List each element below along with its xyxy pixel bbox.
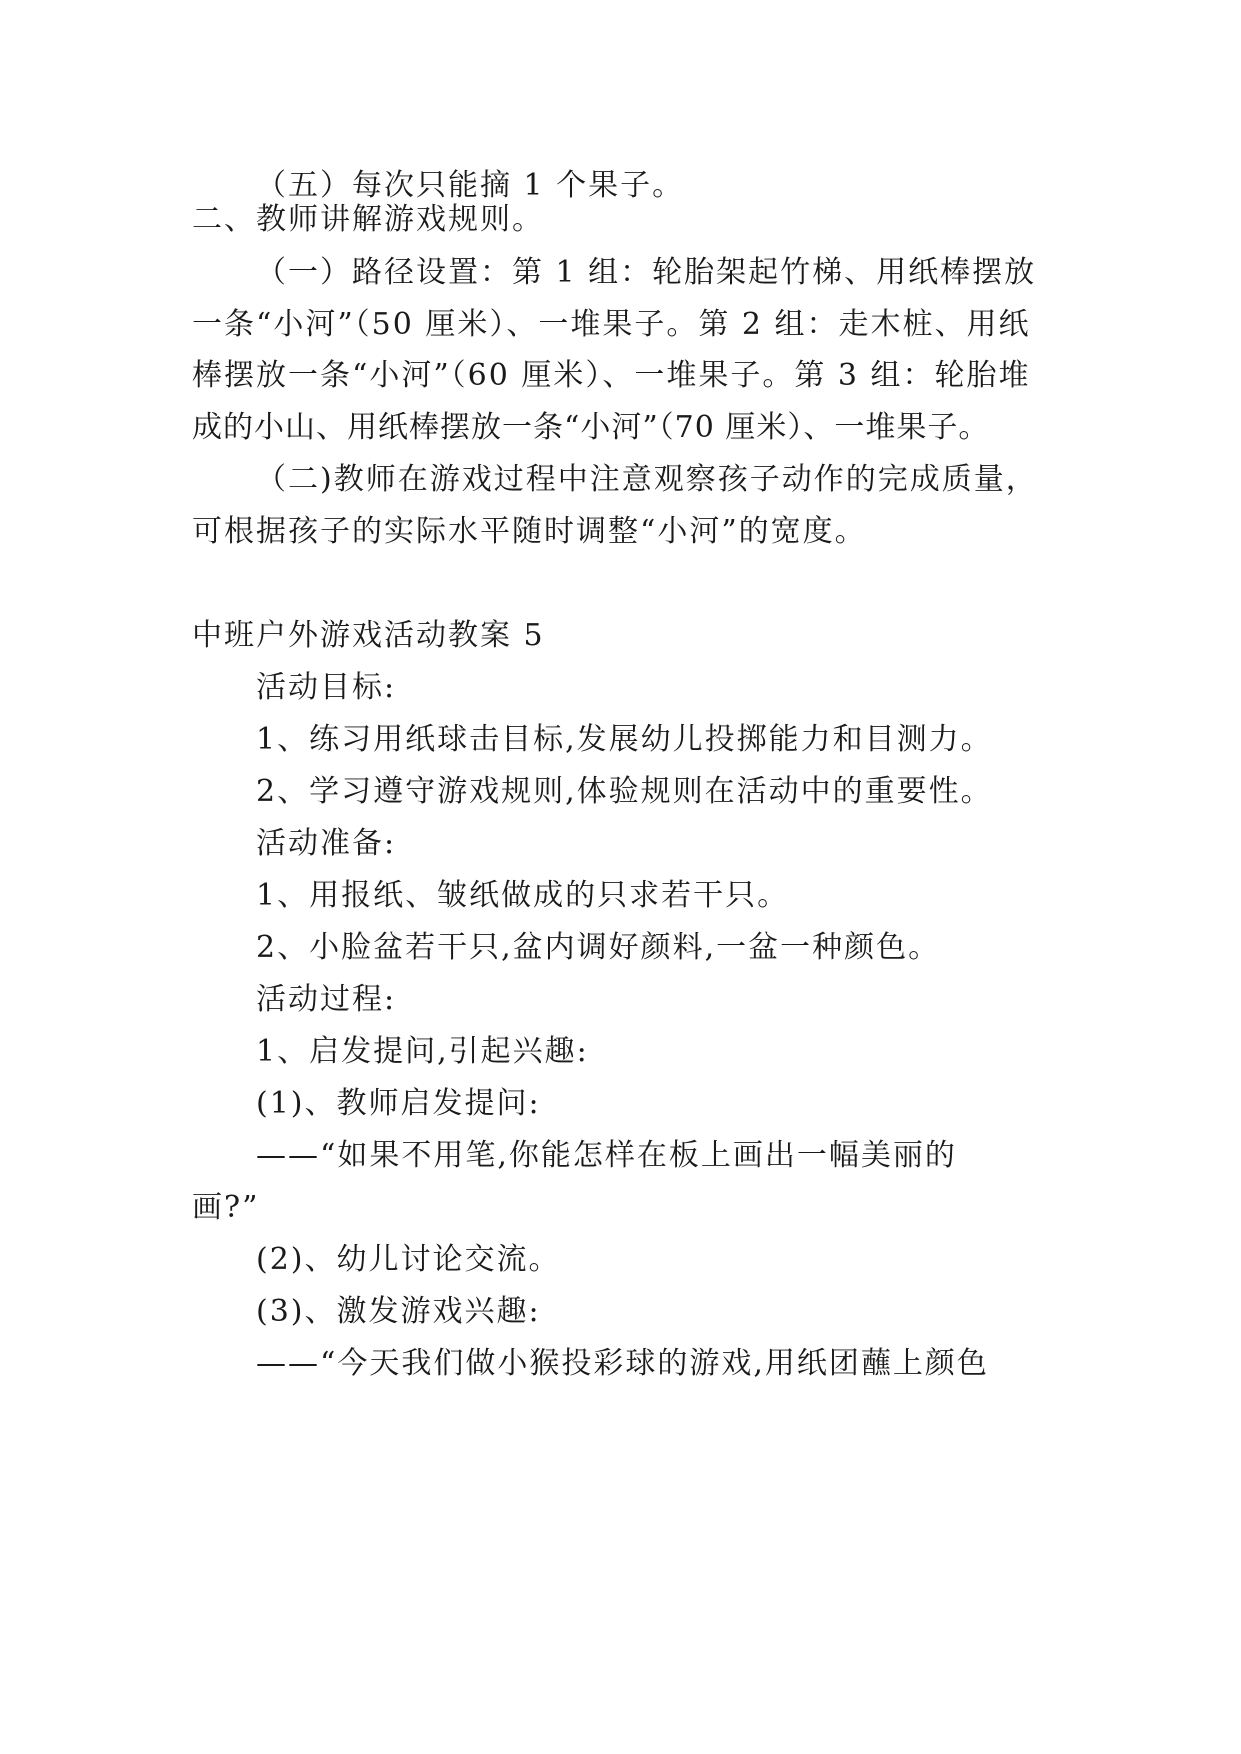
section-heading: 二、教师讲解游戏规则。 [192,202,544,237]
list-item: (2)、幼儿讨论交流。 [256,1242,561,1277]
list-item: 1、练习用纸球击目标,发展幼儿投掷能力和目测力。 [256,722,993,757]
document-title: 中班户外游戏活动教案 5 [192,618,545,653]
subheading: 活动目标: [256,670,397,705]
list-item: 2、学习遵守游戏规则,体验规则在活动中的重要性。 [256,774,993,809]
paragraph-line: 成的小山、用纸棒摆放一条“小河”（70 厘米）、一堆果子。 [192,410,990,445]
paragraph-line: 一条“小河”（50 厘米）、一堆果子。第 2 组：走木桩、用纸 [192,307,1031,342]
paragraph-line: ——“今天我们做小猴投彩球的游戏,用纸团蘸上颜色 [256,1346,989,1381]
list-item: 1、用报纸、皱纸做成的只求若干只。 [256,878,790,913]
list-item: 2、小脸盆若干只,盆内调好颜料,一盆一种颜色。 [256,930,941,965]
paragraph-line: （一）路径设置：第 1 组：轮胎架起竹梯、用纸棒摆放 [256,255,1037,290]
paragraph-line: 可根据孩子的实际水平随时调整“小河”的宽度。 [192,514,867,549]
subheading: 活动过程: [256,982,397,1017]
paragraph-line: （五）每次只能摘 1 个果子。 [256,168,685,203]
paragraph-line: ——“如果不用笔,你能怎样在板上画出一幅美丽的 [256,1138,957,1173]
list-item: (1)、教师启发提问: [256,1086,541,1121]
paragraph-line: （二)教师在游戏过程中注意观察孩子动作的完成质量， [256,462,1038,497]
paragraph-line: 画?” [192,1190,260,1225]
paragraph-line: 棒摆放一条“小河”（60 厘米）、一堆果子。第 3 组：轮胎堆 [192,358,1031,393]
list-item: 1、启发提问,引起兴趣: [256,1034,589,1069]
subheading: 活动准备: [256,826,397,861]
list-item: (3)、激发游戏兴趣: [256,1294,541,1329]
